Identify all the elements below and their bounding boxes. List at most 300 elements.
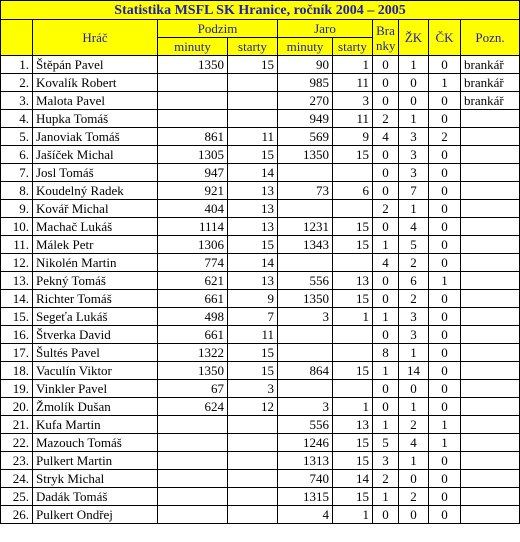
autumn-starts-cell: 11	[228, 128, 278, 146]
table-row	[1, 398, 520, 416]
autumn-minutes-cell: 1322	[158, 344, 228, 362]
autumn-starts-cell: 15	[228, 236, 278, 254]
autumn-starts-cell	[228, 416, 278, 434]
table-row	[1, 452, 520, 470]
autumn-minutes-cell	[158, 74, 228, 92]
row-number-cell: 11.	[1, 236, 33, 254]
player-name-cell: Hupka Tomáš	[33, 110, 158, 128]
spring-starts-cell: 15	[333, 236, 373, 254]
red-cards-cell: 0	[429, 308, 461, 326]
table-row	[1, 506, 520, 524]
autumn-minutes-cell: 947	[158, 164, 228, 182]
table-row	[1, 182, 520, 200]
table-row	[1, 254, 520, 272]
goals-cell: 8	[373, 344, 399, 362]
spring-minutes-cell	[278, 380, 333, 398]
spring-minutes-cell: 1350	[278, 146, 333, 164]
spring-minutes-cell	[278, 254, 333, 272]
spring-minutes-cell: 1231	[278, 218, 333, 236]
table-row	[1, 92, 520, 110]
autumn-starts-cell	[228, 452, 278, 470]
header-autumn-starts: starty	[228, 38, 278, 56]
goals-cell: 1	[373, 362, 399, 380]
note-cell	[461, 164, 520, 182]
yellow-cards-cell: 14	[399, 362, 429, 380]
row-number-cell: 25.	[1, 488, 33, 506]
yellow-cards-cell: 7	[399, 182, 429, 200]
red-cards-cell: 2	[429, 128, 461, 146]
spring-minutes-cell	[278, 344, 333, 362]
spring-starts-cell: 15	[333, 218, 373, 236]
goals-cell: 0	[373, 290, 399, 308]
goals-cell: 4	[373, 254, 399, 272]
header-player: Hráč	[33, 20, 158, 56]
spring-starts-cell: 15	[333, 434, 373, 452]
red-cards-cell: 0	[429, 506, 461, 524]
spring-starts-cell: 6	[333, 182, 373, 200]
row-number-cell: 13.	[1, 272, 33, 290]
autumn-starts-cell: 14	[228, 164, 278, 182]
player-name-cell: Pekný Tomáš	[33, 272, 158, 290]
table-row	[1, 470, 520, 488]
row-number-cell: 20.	[1, 398, 33, 416]
row-number-cell: 10.	[1, 218, 33, 236]
red-cards-cell: 1	[429, 74, 461, 92]
row-number-cell: 16.	[1, 326, 33, 344]
autumn-minutes-cell	[158, 470, 228, 488]
spring-starts-cell	[333, 380, 373, 398]
goals-cell: 4	[373, 128, 399, 146]
table-row	[1, 146, 520, 164]
note-cell	[461, 146, 520, 164]
note-cell	[461, 218, 520, 236]
yellow-cards-cell: 2	[399, 488, 429, 506]
spring-starts-cell: 3	[333, 92, 373, 110]
red-cards-cell: 1	[429, 416, 461, 434]
goals-cell: 2	[373, 200, 399, 218]
spring-starts-cell: 9	[333, 128, 373, 146]
table-row	[1, 416, 520, 434]
spring-starts-cell: 15	[333, 488, 373, 506]
player-name-cell: Kovalík Robert	[33, 74, 158, 92]
autumn-starts-cell: 7	[228, 308, 278, 326]
spring-starts-cell	[333, 344, 373, 362]
spring-minutes-cell: 4	[278, 506, 333, 524]
player-name-cell: Segeťa Lukáš	[33, 308, 158, 326]
spring-starts-cell: 1	[333, 398, 373, 416]
row-number-cell: 7.	[1, 164, 33, 182]
autumn-minutes-cell: 624	[158, 398, 228, 416]
autumn-minutes-cell	[158, 506, 228, 524]
player-name-cell: Josl Tomáš	[33, 164, 158, 182]
autumn-minutes-cell: 921	[158, 182, 228, 200]
autumn-starts-cell	[228, 74, 278, 92]
red-cards-cell: 0	[429, 344, 461, 362]
autumn-starts-cell	[228, 110, 278, 128]
note-cell	[461, 362, 520, 380]
note-cell	[461, 128, 520, 146]
autumn-starts-cell: 9	[228, 290, 278, 308]
autumn-starts-cell: 13	[228, 218, 278, 236]
autumn-minutes-cell: 661	[158, 290, 228, 308]
red-cards-cell: 0	[429, 92, 461, 110]
autumn-minutes-cell: 1114	[158, 218, 228, 236]
spring-starts-cell: 15	[333, 146, 373, 164]
goals-cell: 1	[373, 416, 399, 434]
player-name-cell: Janoviak Tomáš	[33, 128, 158, 146]
header-yellow-cards: ŽK	[399, 20, 429, 56]
player-name-cell: Mazouch Tomáš	[33, 434, 158, 452]
goals-cell: 0	[373, 182, 399, 200]
row-number-cell: 18.	[1, 362, 33, 380]
note-cell	[461, 380, 520, 398]
yellow-cards-cell: 2	[399, 254, 429, 272]
red-cards-cell: 0	[429, 164, 461, 182]
row-number-cell: 3.	[1, 92, 33, 110]
red-cards-cell: 0	[429, 290, 461, 308]
goals-cell: 0	[373, 56, 399, 74]
player-name-cell: Machač Lukáš	[33, 218, 158, 236]
goals-cell: 1	[373, 308, 399, 326]
autumn-minutes-cell	[158, 488, 228, 506]
autumn-starts-cell	[228, 470, 278, 488]
table-row	[1, 200, 520, 218]
autumn-minutes-cell	[158, 452, 228, 470]
autumn-starts-cell: 12	[228, 398, 278, 416]
autumn-starts-cell: 14	[228, 254, 278, 272]
player-name-cell: Pulkert Martin	[33, 452, 158, 470]
header-number-cell	[1, 20, 33, 56]
goals-cell: 2	[373, 110, 399, 128]
autumn-minutes-cell: 774	[158, 254, 228, 272]
row-number-cell: 8.	[1, 182, 33, 200]
red-cards-cell: 0	[429, 380, 461, 398]
autumn-minutes-cell: 621	[158, 272, 228, 290]
red-cards-cell: 0	[429, 362, 461, 380]
autumn-minutes-cell	[158, 416, 228, 434]
table-row	[1, 290, 520, 308]
player-name-cell: Vaculín Viktor	[33, 362, 158, 380]
red-cards-cell: 0	[429, 110, 461, 128]
row-number-cell: 4.	[1, 110, 33, 128]
note-cell: brankář	[461, 56, 520, 74]
player-name-cell: Vinkler Pavel	[33, 380, 158, 398]
yellow-cards-cell: 6	[399, 272, 429, 290]
goals-cell: 0	[373, 326, 399, 344]
player-name-cell: Štverka David	[33, 326, 158, 344]
goals-cell: 0	[373, 380, 399, 398]
yellow-cards-cell: 2	[399, 416, 429, 434]
header-goals	[373, 20, 399, 56]
red-cards-cell: 0	[429, 200, 461, 218]
table-row	[1, 488, 520, 506]
note-cell	[461, 272, 520, 290]
table-row	[1, 110, 520, 128]
red-cards-cell: 0	[429, 146, 461, 164]
table-row	[1, 236, 520, 254]
spring-minutes-cell: 1246	[278, 434, 333, 452]
table-row	[1, 164, 520, 182]
header-spring-starts: starty	[333, 38, 373, 56]
autumn-starts-cell: 15	[228, 146, 278, 164]
player-name-cell: Jašíček Michal	[33, 146, 158, 164]
player-name-cell: Pulkert Ondřej	[33, 506, 158, 524]
spring-starts-cell	[333, 326, 373, 344]
player-name-cell: Stryk Michal	[33, 470, 158, 488]
goals-cell: 3	[373, 452, 399, 470]
player-name-cell: Málek Petr	[33, 236, 158, 254]
table-row	[1, 326, 520, 344]
spring-minutes-cell: 3	[278, 398, 333, 416]
autumn-starts-cell: 13	[228, 272, 278, 290]
autumn-minutes-cell: 1306	[158, 236, 228, 254]
row-number-cell: 17.	[1, 344, 33, 362]
red-cards-cell: 0	[429, 56, 461, 74]
yellow-cards-cell: 4	[399, 218, 429, 236]
note-cell: brankář	[461, 92, 520, 110]
autumn-minutes-cell	[158, 434, 228, 452]
autumn-starts-cell: 15	[228, 56, 278, 74]
goals-cell: 1	[373, 236, 399, 254]
player-name-cell: Kufa Martin	[33, 416, 158, 434]
header-goals-bottom: nky	[376, 37, 396, 53]
spring-starts-cell: 14	[333, 470, 373, 488]
header-autumn: Podzim	[158, 20, 278, 38]
table-title: Statistika MSFL SK Hranice, ročník 2004 – 2005	[1, 1, 520, 20]
yellow-cards-cell: 4	[399, 434, 429, 452]
spring-starts-cell: 1	[333, 56, 373, 74]
spring-starts-cell: 13	[333, 272, 373, 290]
note-cell	[461, 344, 520, 362]
spring-starts-cell: 15	[333, 452, 373, 470]
note-cell	[461, 434, 520, 452]
table-row	[1, 272, 520, 290]
row-number-cell: 9.	[1, 200, 33, 218]
player-name-cell: Kovář Michal	[33, 200, 158, 218]
autumn-minutes-cell	[158, 110, 228, 128]
yellow-cards-cell: 3	[399, 146, 429, 164]
row-number-cell: 2.	[1, 74, 33, 92]
yellow-cards-cell: 1	[399, 452, 429, 470]
header-goals-top: Bra	[376, 22, 395, 38]
autumn-starts-cell	[228, 434, 278, 452]
row-number-cell: 15.	[1, 308, 33, 326]
spring-starts-cell	[333, 164, 373, 182]
row-number-cell: 23.	[1, 452, 33, 470]
autumn-starts-cell: 15	[228, 344, 278, 362]
player-name-cell: Nikolén Martin	[33, 254, 158, 272]
autumn-minutes-cell: 1350	[158, 362, 228, 380]
spring-starts-cell	[333, 200, 373, 218]
note-cell	[461, 254, 520, 272]
autumn-minutes-cell: 661	[158, 326, 228, 344]
autumn-starts-cell: 13	[228, 182, 278, 200]
player-name-cell: Šultés Pavel	[33, 344, 158, 362]
yellow-cards-cell: 0	[399, 74, 429, 92]
yellow-cards-cell: 3	[399, 128, 429, 146]
goals-cell: 2	[373, 470, 399, 488]
autumn-starts-cell: 11	[228, 326, 278, 344]
autumn-starts-cell	[228, 92, 278, 110]
player-name-cell: Richter Tomáš	[33, 290, 158, 308]
note-cell	[461, 308, 520, 326]
yellow-cards-cell: 1	[399, 344, 429, 362]
spring-minutes-cell: 1315	[278, 488, 333, 506]
autumn-minutes-cell: 1350	[158, 56, 228, 74]
spring-starts-cell: 1	[333, 308, 373, 326]
red-cards-cell: 0	[429, 488, 461, 506]
spring-minutes-cell: 1350	[278, 290, 333, 308]
goals-cell: 5	[373, 434, 399, 452]
autumn-starts-cell: 15	[228, 362, 278, 380]
yellow-cards-cell: 1	[399, 398, 429, 416]
table-row	[1, 308, 520, 326]
autumn-starts-cell: 3	[228, 380, 278, 398]
spring-minutes-cell: 985	[278, 74, 333, 92]
spring-minutes-cell: 270	[278, 92, 333, 110]
row-number-cell: 12.	[1, 254, 33, 272]
row-number-cell: 24.	[1, 470, 33, 488]
note-cell	[461, 452, 520, 470]
red-cards-cell: 0	[429, 452, 461, 470]
yellow-cards-cell: 5	[399, 236, 429, 254]
header-spring-minutes: minuty	[278, 38, 333, 56]
header-red-cards: ČK	[429, 20, 461, 56]
row-number-cell: 6.	[1, 146, 33, 164]
header-spring: Jaro	[278, 20, 373, 38]
table-row	[1, 128, 520, 146]
spring-minutes-cell: 1343	[278, 236, 333, 254]
note-cell	[461, 236, 520, 254]
yellow-cards-cell: 2	[399, 290, 429, 308]
table-row	[1, 74, 520, 92]
spring-minutes-cell	[278, 326, 333, 344]
spring-minutes-cell: 949	[278, 110, 333, 128]
header-note: Pozn.	[461, 20, 520, 56]
autumn-minutes-cell: 498	[158, 308, 228, 326]
red-cards-cell: 0	[429, 470, 461, 488]
player-name-cell: Žmolík Dušan	[33, 398, 158, 416]
red-cards-cell: 0	[429, 182, 461, 200]
goals-cell: 0	[373, 146, 399, 164]
note-cell	[461, 182, 520, 200]
yellow-cards-cell: 1	[399, 200, 429, 218]
spring-starts-cell: 11	[333, 110, 373, 128]
goals-cell: 0	[373, 92, 399, 110]
row-number-cell: 14.	[1, 290, 33, 308]
spring-minutes-cell: 864	[278, 362, 333, 380]
spring-minutes-cell	[278, 164, 333, 182]
table-row	[1, 56, 520, 74]
goals-cell: 0	[373, 398, 399, 416]
autumn-starts-cell	[228, 506, 278, 524]
player-name-cell: Dadák Tomáš	[33, 488, 158, 506]
player-name-cell: Štěpán Pavel	[33, 56, 158, 74]
spring-minutes-cell: 73	[278, 182, 333, 200]
yellow-cards-cell: 1	[399, 110, 429, 128]
autumn-minutes-cell	[158, 92, 228, 110]
yellow-cards-cell: 3	[399, 326, 429, 344]
spring-minutes-cell: 556	[278, 416, 333, 434]
spring-starts-cell: 15	[333, 290, 373, 308]
player-name-cell: Koudelný Radek	[33, 182, 158, 200]
autumn-starts-cell: 13	[228, 200, 278, 218]
red-cards-cell: 0	[429, 254, 461, 272]
spring-minutes-cell: 556	[278, 272, 333, 290]
note-cell	[461, 110, 520, 128]
autumn-minutes-cell: 404	[158, 200, 228, 218]
red-cards-cell: 1	[429, 434, 461, 452]
note-cell	[461, 416, 520, 434]
spring-starts-cell: 13	[333, 416, 373, 434]
yellow-cards-cell: 0	[399, 470, 429, 488]
spring-minutes-cell	[278, 200, 333, 218]
yellow-cards-cell: 3	[399, 164, 429, 182]
spring-starts-cell: 11	[333, 74, 373, 92]
note-cell	[461, 506, 520, 524]
spring-minutes-cell: 569	[278, 128, 333, 146]
spring-minutes-cell: 90	[278, 56, 333, 74]
yellow-cards-cell: 0	[399, 92, 429, 110]
player-name-cell: Malota Pavel	[33, 92, 158, 110]
red-cards-cell: 0	[429, 236, 461, 254]
note-cell	[461, 470, 520, 488]
spring-starts-cell: 15	[333, 362, 373, 380]
yellow-cards-cell: 1	[399, 56, 429, 74]
note-cell	[461, 398, 520, 416]
note-cell: brankář	[461, 74, 520, 92]
red-cards-cell: 0	[429, 398, 461, 416]
goals-cell: 0	[373, 218, 399, 236]
goals-cell: 0	[373, 506, 399, 524]
row-number-cell: 21.	[1, 416, 33, 434]
goals-cell: 0	[373, 272, 399, 290]
table-row	[1, 362, 520, 380]
spring-minutes-cell: 3	[278, 308, 333, 326]
red-cards-cell: 0	[429, 326, 461, 344]
autumn-minutes-cell: 67	[158, 380, 228, 398]
header-autumn-minutes: minuty	[158, 38, 228, 56]
table-row	[1, 218, 520, 236]
table-row	[1, 344, 520, 362]
table-row	[1, 380, 520, 398]
row-number-cell: 19.	[1, 380, 33, 398]
yellow-cards-cell: 3	[399, 308, 429, 326]
red-cards-cell: 0	[429, 218, 461, 236]
autumn-starts-cell	[228, 488, 278, 506]
row-number-cell: 5.	[1, 128, 33, 146]
note-cell	[461, 200, 520, 218]
autumn-minutes-cell: 861	[158, 128, 228, 146]
row-number-cell: 1.	[1, 56, 33, 74]
goals-cell: 1	[373, 488, 399, 506]
spring-starts-cell: 1	[333, 506, 373, 524]
red-cards-cell: 1	[429, 272, 461, 290]
note-cell	[461, 326, 520, 344]
spring-minutes-cell: 740	[278, 470, 333, 488]
goals-cell: 0	[373, 74, 399, 92]
spring-minutes-cell: 1313	[278, 452, 333, 470]
row-number-cell: 26.	[1, 506, 33, 524]
row-number-cell: 22.	[1, 434, 33, 452]
yellow-cards-cell: 0	[399, 380, 429, 398]
note-cell	[461, 488, 520, 506]
autumn-minutes-cell: 1305	[158, 146, 228, 164]
yellow-cards-cell: 0	[399, 506, 429, 524]
goals-cell: 0	[373, 164, 399, 182]
note-cell	[461, 290, 520, 308]
spring-starts-cell	[333, 254, 373, 272]
